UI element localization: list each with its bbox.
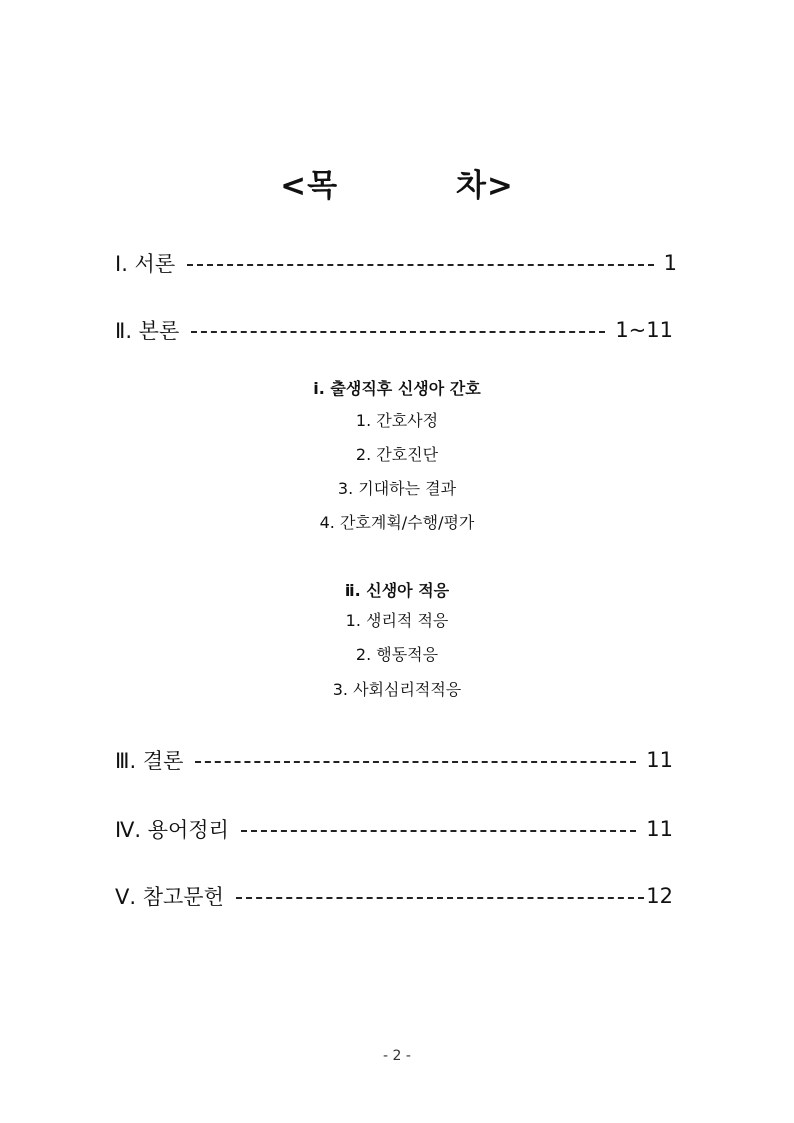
toc-entry-glossary: [115, 812, 673, 846]
toc-entry-page: 11: [646, 748, 673, 772]
page-title: <목 차>: [280, 168, 514, 204]
toc-entry-introduction: [115, 246, 677, 280]
toc-leader-dashes: [187, 264, 654, 266]
toc-entry-page: 11: [646, 817, 673, 841]
toc-subitem: 1. 간호사정: [355, 411, 439, 430]
toc-entry-page: 1: [663, 251, 677, 275]
toc-leader-dashes: [195, 761, 636, 763]
toc-subitem: 2. 행동적응: [355, 645, 439, 664]
toc-subitem: 2. 간호진단: [355, 445, 439, 464]
toc-subitem: 3. 사회심리적적응: [332, 680, 462, 699]
toc-entry-references: [115, 879, 673, 913]
toc-section-heading: ⅰ. 출생직후 신생아 간호: [313, 379, 481, 398]
toc-entry-label: Ⅴ. 참고문헌: [115, 885, 224, 909]
toc-entry-label: Ⅳ. 용어정리: [115, 818, 229, 842]
toc-entry-body: [115, 313, 673, 347]
toc-leader-dashes: [191, 331, 605, 333]
toc-leader-dashes: [241, 830, 636, 832]
toc-entry-label: Ⅰ. 서론: [115, 252, 176, 276]
toc-subitem: 1. 생리적 적응: [345, 611, 449, 630]
toc-entry-label: Ⅱ. 본론: [115, 319, 180, 343]
footer-page-number: - 2 -: [383, 1048, 411, 1064]
toc-entry-label: Ⅲ. 결론: [115, 749, 184, 773]
toc-subitem: 3. 기대하는 결과: [337, 479, 457, 498]
toc-entry-conclusion: [115, 743, 673, 777]
toc-entry-page: 1~11: [615, 318, 673, 342]
toc-entry-page: 12: [646, 884, 673, 908]
toc-section-heading: ⅱ. 신생아 적응: [344, 581, 450, 600]
toc-subitem: 4. 간호계획/수행/평가: [319, 513, 475, 532]
toc-leader-dashes: [236, 897, 644, 899]
